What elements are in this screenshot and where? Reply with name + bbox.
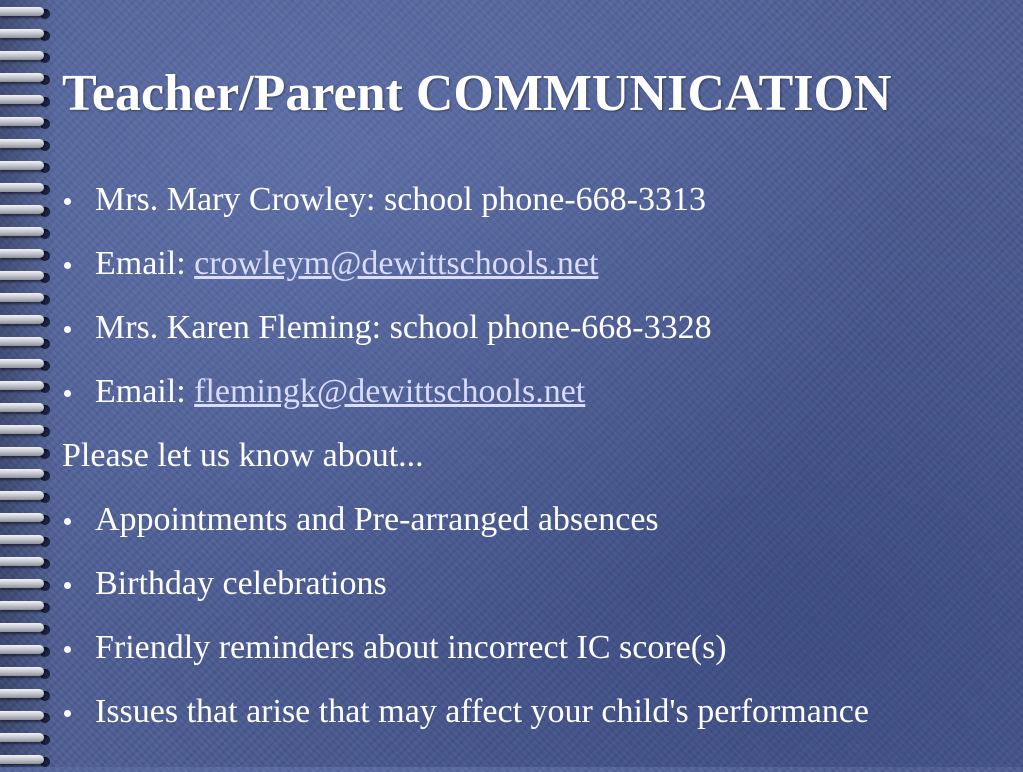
ring-wire [0, 205, 44, 214]
ring-wire [0, 447, 44, 456]
list-item [62, 628, 992, 668]
ring-wire [0, 535, 44, 544]
spiral-ring-icon [0, 92, 52, 112]
contact-phone-text: Mrs. Mary Crowley: school phone-668-3313 [95, 181, 706, 218]
bullet-icon [64, 518, 71, 525]
ring-wire [0, 491, 44, 500]
spiral-ring-icon [0, 158, 52, 178]
list-item [62, 500, 992, 540]
ring-wire [0, 337, 44, 346]
spiral-ring-icon [0, 4, 52, 24]
bullet-icon [64, 390, 71, 397]
ring-wire [0, 623, 44, 632]
list-item-text: Friendly reminders about incorrect IC score(s) [95, 629, 727, 666]
ring-wire [0, 733, 44, 742]
ring-wire [0, 227, 44, 236]
ring-wire [0, 755, 44, 764]
ring-wire [0, 117, 44, 126]
ring-wire [0, 271, 44, 280]
ring-wire [0, 667, 44, 676]
email-label: Email: [95, 373, 195, 410]
list-item-crowley-phone [62, 180, 992, 220]
bullet-icon [64, 198, 71, 205]
ring-wire [0, 293, 44, 302]
ring-wire [0, 73, 44, 82]
spiral-ring-icon [0, 202, 52, 222]
ring-wire [0, 29, 44, 38]
contact-phone-text: Mrs. Karen Fleming: school phone-668-3328 [95, 309, 712, 346]
spiral-ring-icon [0, 664, 52, 684]
ring-wire [0, 95, 44, 104]
spiral-ring-icon [0, 598, 52, 618]
spiral-ring-icon [0, 312, 52, 332]
spiral-ring-icon [0, 686, 52, 706]
spiral-ring-icon [0, 422, 52, 442]
fleming-email-link[interactable]: flemingk@dewittschools.net [194, 373, 586, 410]
list-item-text: Appointments and Pre-arranged absences [95, 501, 659, 538]
ring-wire [0, 249, 44, 258]
spiral-ring-icon [0, 136, 52, 156]
ring-wire [0, 513, 44, 522]
spiral-ring-icon [0, 708, 52, 728]
spiral-ring-icon [0, 246, 52, 266]
spiral-ring-icon [0, 224, 52, 244]
spiral-ring-icon [0, 334, 52, 354]
ring-wire [0, 469, 44, 478]
ring-wire [0, 403, 44, 412]
ring-wire [0, 645, 44, 654]
spiral-ring-icon [0, 70, 52, 90]
spiral-ring-icon [0, 114, 52, 134]
spiral-ring-icon [0, 510, 52, 530]
ring-wire [0, 161, 44, 170]
spiral-binding [0, 0, 56, 767]
ring-wire [0, 711, 44, 720]
spiral-ring-icon [0, 554, 52, 574]
list-item [62, 564, 992, 604]
ring-wire [0, 315, 44, 324]
spiral-ring-icon [0, 268, 52, 288]
spiral-ring-icon [0, 620, 52, 640]
ring-wire [0, 601, 44, 610]
spiral-ring-icon [0, 576, 52, 596]
intro-text: Please let us know about... [62, 437, 424, 474]
ring-wire [0, 381, 44, 390]
email-label: Email: [95, 245, 195, 282]
list-item-fleming-phone [62, 308, 992, 348]
list-item-text: Birthday celebrations [95, 565, 387, 602]
bullet-icon [64, 710, 71, 717]
ring-wire [0, 7, 44, 16]
spiral-ring-icon [0, 290, 52, 310]
ring-wire [0, 183, 44, 192]
ring-wire [0, 139, 44, 148]
bullet-icon [64, 262, 71, 269]
bullet-icon [64, 326, 71, 333]
spiral-ring-icon [0, 356, 52, 376]
spiral-ring-icon [0, 180, 52, 200]
list-item-crowley-email [62, 244, 992, 284]
crowley-email-link[interactable]: crowleym@dewittschools.net [194, 245, 599, 282]
ring-wire [0, 425, 44, 434]
spiral-ring-icon [0, 400, 52, 420]
bullet-icon [64, 646, 71, 653]
bullet-icon [64, 582, 71, 589]
ring-wire [0, 689, 44, 698]
spiral-ring-icon [0, 48, 52, 68]
spiral-ring-icon [0, 730, 52, 750]
spiral-ring-icon [0, 752, 52, 772]
slide-content [62, 180, 992, 756]
spiral-ring-icon [0, 26, 52, 46]
spiral-ring-icon [0, 642, 52, 662]
spiral-ring-icon [0, 444, 52, 464]
ring-wire [0, 359, 44, 368]
ring-wire [0, 579, 44, 588]
ring-wire [0, 557, 44, 566]
spiral-ring-icon [0, 488, 52, 508]
spiral-ring-icon [0, 532, 52, 552]
spiral-ring-icon [0, 378, 52, 398]
list-item-fleming-email [62, 372, 992, 412]
ring-wire [0, 51, 44, 60]
spiral-ring-icon [0, 466, 52, 486]
list-item-text: Issues that arise that may affect your child's performance [95, 693, 869, 730]
list-item [62, 692, 992, 732]
slide-title: Teacher/Parent COMMUNICATION [62, 65, 892, 122]
